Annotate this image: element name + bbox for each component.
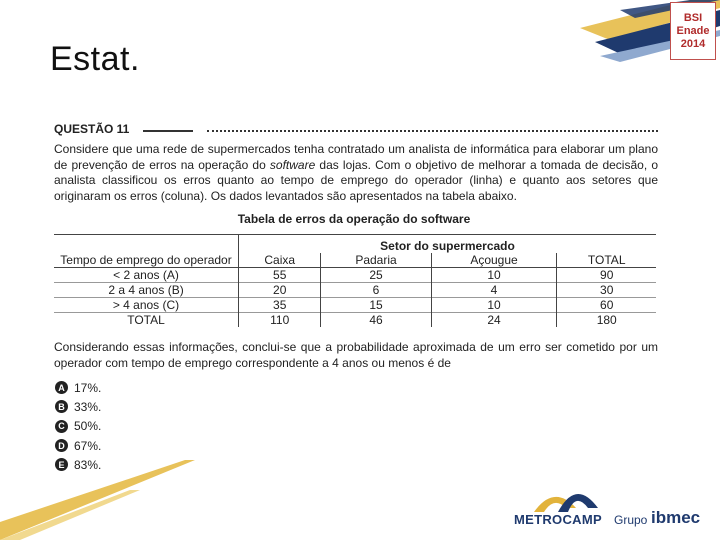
stem-italic-word: software	[269, 157, 316, 172]
question-header	[54, 122, 658, 136]
table-cell: 110	[239, 313, 321, 328]
errors-table	[54, 234, 656, 327]
table-row	[54, 298, 656, 313]
table-row	[54, 268, 656, 283]
option-text: 83%.	[74, 457, 102, 472]
logo-grupo-text: Grupo	[614, 513, 648, 527]
option-text: 33%.	[74, 399, 102, 414]
logo-ibmec-text: ibmec	[651, 508, 701, 527]
course-badge	[670, 2, 716, 60]
question-conclusion: Considerando essas informações, conclui-se que a probabilidade aproximada de um erro ser cometido por um operador com tempo de emprego correspondente a 4 anos ou menos é de	[54, 340, 658, 370]
table-cell: 35	[239, 298, 321, 313]
table-cell: 180	[557, 313, 656, 328]
badge-line-3: 2014	[680, 37, 706, 50]
table-corner	[54, 235, 239, 254]
table-cell: 25	[321, 268, 431, 283]
question-stem	[54, 142, 658, 204]
header-rule-dotted	[207, 130, 658, 132]
col-header-total: TOTAL	[557, 253, 656, 268]
table-cell: 10	[431, 268, 557, 283]
table-cell: 10	[431, 298, 557, 313]
table-row	[54, 283, 656, 298]
option-letter-icon: C	[55, 420, 68, 433]
row-label: < 2 anos (A)	[54, 268, 239, 283]
table-cell: 90	[600, 268, 614, 282]
badge-line-1: BSI	[683, 11, 703, 24]
option-letter-icon: A	[55, 381, 68, 394]
col-header-padaria: Padaria	[321, 253, 431, 268]
option-c[interactable]	[55, 417, 101, 436]
logo-metrocamp-text: METROCAMP	[514, 512, 602, 527]
table-row-total	[54, 313, 656, 328]
row-label: TOTAL	[54, 313, 239, 328]
badge-line-2: Enade	[676, 24, 710, 37]
table-cell: 46	[321, 313, 431, 328]
row-label: 2 a 4 anos (B)	[54, 283, 239, 298]
table-cell: 20	[239, 283, 321, 298]
option-a[interactable]	[55, 378, 101, 397]
row-label: > 4 anos (C)	[54, 298, 239, 313]
header-rule-solid	[143, 130, 193, 132]
question-label: QUESTÃO 11	[54, 122, 130, 136]
col-header-acougue: Açougue	[431, 253, 557, 268]
table-group-header: Setor do supermercado	[239, 235, 657, 254]
option-text: 17%.	[74, 380, 102, 395]
option-text: 50%.	[74, 419, 102, 434]
col-header-caixa: Caixa	[239, 253, 321, 268]
table-cell: 55	[239, 268, 321, 283]
bottom-left-decoration	[0, 457, 200, 540]
table-cell: 4	[431, 283, 557, 298]
table-title: Tabela de erros da operação do software	[237, 212, 471, 226]
option-letter-icon: E	[55, 458, 68, 471]
stem-text-1: Considere que uma rede de supermercados tenha contratado um analista de informática para elaborar um plano de prevenção de erros na operação do	[54, 142, 658, 172]
table-cell: 60	[557, 298, 656, 313]
option-text: 67%.	[74, 438, 102, 453]
option-letter-icon: B	[55, 400, 68, 413]
option-d[interactable]	[55, 436, 101, 455]
table-cell: 30	[557, 283, 656, 298]
stem-text-2: das lojas. Com o objetivo de melhorar a tomada de decisão, o analista classificou os erros quanto ao tempo de emprego do operador (linha) e quanto aos setores que originaram os erros (coluna). Os dados levantados são apresentados na tabela abaixo.	[54, 157, 658, 203]
table-cell: 6	[321, 283, 431, 298]
table-cell: 15	[321, 298, 431, 313]
table-row-header-label: Tempo de emprego do operador	[54, 253, 239, 268]
option-b[interactable]	[55, 397, 101, 416]
table-cell: 24	[431, 313, 557, 328]
slide-title: Estat.	[50, 40, 140, 78]
option-letter-icon: D	[55, 439, 68, 452]
